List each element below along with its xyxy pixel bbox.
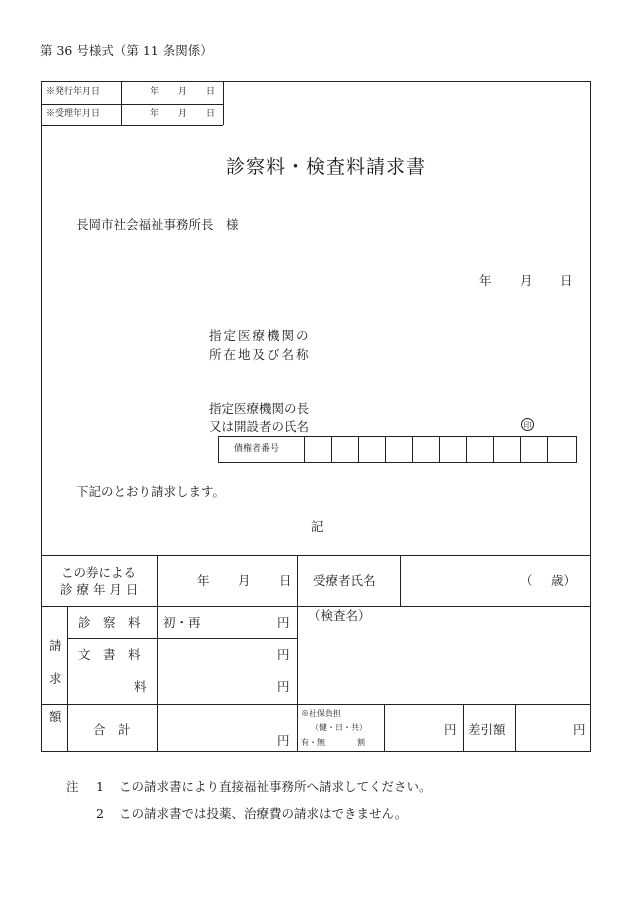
col-diff-right [515,704,516,752]
form-number: 第 36 号様式（第 11 条関係） [40,43,213,58]
receipt-day: 日 [206,109,216,119]
other-fee-yen: 円 [277,679,290,694]
exam-fee-label: 診 察 料 [78,615,141,630]
insurance-label-3: 有・無 割 [301,738,365,747]
institution-head-label-2: 又は開設者の氏名 [209,419,310,434]
total-yen: 円 [277,733,290,748]
total-label: 合 計 [93,722,131,737]
col-mid [297,555,298,752]
date-box-bottom [41,125,223,126]
creditor-digit-cell[interactable] [439,436,466,463]
document-fee-label: 文 書 料 [78,647,141,662]
insurance-yen: 円 [444,722,457,737]
creditor-digit-cell[interactable] [385,436,412,463]
first-repeat: 初・再 [163,615,201,630]
col-patient [400,555,401,606]
issue-year: 年 [150,87,160,97]
creditor-digit-cell[interactable] [520,436,547,463]
issue-date-label: ※発行年月日 [46,87,101,97]
creditor-digit-cell[interactable] [358,436,385,463]
fee-label: 料 [134,679,147,694]
document-fee-yen: 円 [277,647,290,662]
col-diff-left [463,704,464,752]
date-box-divider [41,104,223,105]
difference-label: 差引額 [468,722,506,737]
institution-head-label-1: 指定医療機関の長 [209,401,310,416]
note-number: 2 [96,806,104,821]
date-box-mid [121,81,122,125]
ticket-date-label-1: この券による [61,565,137,580]
test-name-label: （検査名） [308,608,371,623]
request-statement: 下記のとおり請求します。 [76,484,226,499]
age-unit: 歳） [551,573,577,588]
creditor-digit-cell[interactable] [493,436,520,463]
table-row-3 [41,704,591,705]
creditor-number-label: 債権者番号 [234,444,280,454]
insurance-label-1: ※社保負担 [301,709,341,718]
note-number: 1 [96,779,104,794]
receipt-date-label: ※受理年月日 [46,109,101,119]
ticket-day: 日 [279,573,292,588]
note-text: この請求書では投薬、治療費の請求はできません。 [119,806,408,821]
creditor-digit-cell[interactable] [304,436,331,463]
patient-name-label: 受療者氏名 [313,573,376,588]
institution-address-label-1: 指定医療機関の [209,328,311,343]
insurance-label-2: （健・日・共） [311,723,367,732]
ki-mark: 記 [311,519,324,534]
col-claim [67,606,68,752]
addressee: 長岡市社会福祉事務所長 様 [76,217,239,232]
document-title: 診察料・検査料請求書 [226,156,427,178]
exam-fee-yen: 円 [277,615,290,630]
creditor-digit-cell[interactable] [412,436,439,463]
request-month: 月 [520,273,533,288]
col-insurance [384,704,385,752]
receipt-month: 月 [178,109,188,119]
request-day: 日 [560,273,573,288]
claim-char-1: 請 [49,638,62,653]
ticket-date-label-2: 診 療 年 月 日 [60,582,139,597]
col-date-left [157,555,158,752]
institution-address-label-2: 所在地及び名称 [209,347,311,362]
claim-char-2: 求 [49,671,62,686]
ticket-year: 年 [197,573,210,588]
issue-day: 日 [206,87,216,97]
table-top [41,555,591,556]
table-row-1 [41,606,591,607]
difference-yen: 円 [573,722,586,737]
creditor-digit-cell[interactable] [331,436,358,463]
claim-char-3: 額 [49,709,62,724]
receipt-year: 年 [150,109,160,119]
creditor-digit-cell[interactable] [466,436,493,463]
seal-mark: 印 [521,418,534,431]
note-text: この請求書により直接福祉事務所へ請求してください。 [119,779,432,794]
ticket-month: 月 [238,573,251,588]
request-year: 年 [479,273,492,288]
date-box-right [223,81,224,125]
note-label: 注 [66,779,79,794]
issue-month: 月 [178,87,188,97]
age-paren: （ [520,573,533,588]
table-row-2 [67,638,297,639]
creditor-digit-cell[interactable] [547,436,574,463]
